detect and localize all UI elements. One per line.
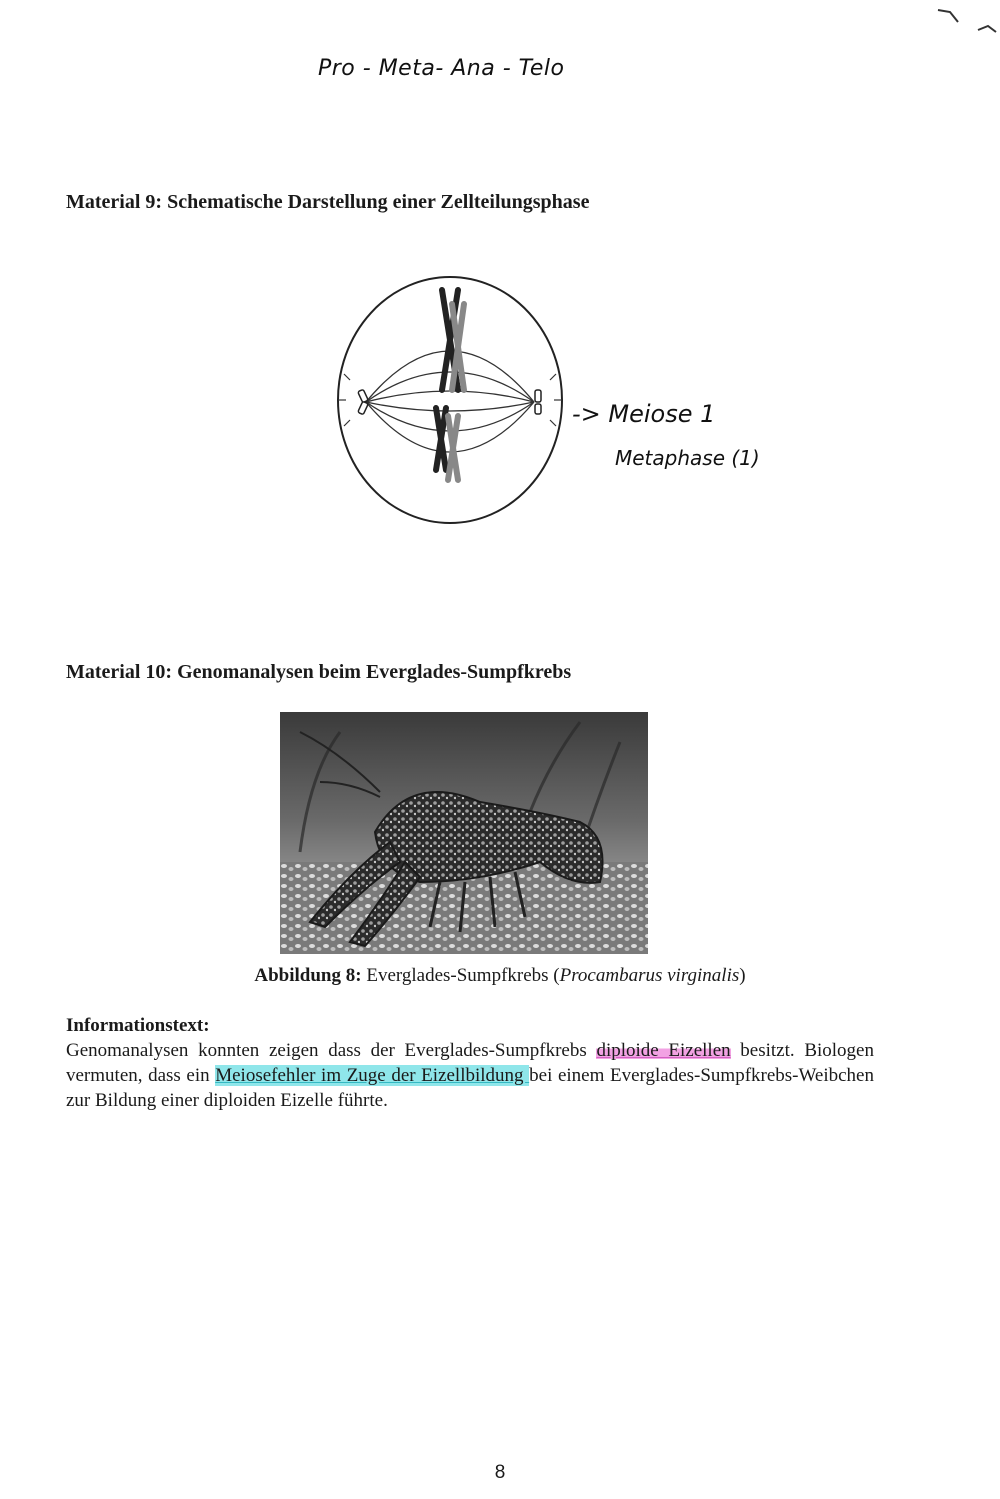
info-text-part2: besitzt. Biologen vermuten, dass ein bbox=[66, 1040, 874, 1086]
centriole-right bbox=[535, 390, 541, 414]
material9-heading: Material 9: Schematische Darstellung einer Zellteilungsphase bbox=[66, 191, 590, 213]
caption-label: Abbildung 8: bbox=[254, 965, 362, 986]
info-text-part3: bei einem Everglades-Sumpfkrebs-Weibchen zur Bildung einer diploiden Eizelle führte. bbox=[66, 1065, 874, 1111]
material10-heading: Material 10: Genomanalysen beim Everglades-Sumpfkrebs bbox=[66, 661, 572, 683]
corner-marks bbox=[930, 0, 1000, 50]
caption-end: ) bbox=[739, 965, 746, 986]
figure-caption bbox=[0, 965, 1000, 987]
chromosome-pair-top bbox=[442, 290, 464, 390]
cell-division-diagram bbox=[330, 270, 570, 532]
handwritten-metaphase: Metaphase (1) bbox=[615, 446, 760, 470]
info-paragraph bbox=[66, 1038, 874, 1113]
chromosome-pair-bottom bbox=[436, 408, 458, 480]
crayfish-photo bbox=[280, 712, 648, 954]
page-number: 8 bbox=[494, 1462, 506, 1483]
handwritten-phase-list: Pro - Meta- Ana - Telo bbox=[318, 56, 565, 81]
highlight-diploid: diploide Eizellen bbox=[596, 1040, 731, 1061]
info-title: Informationstext: bbox=[66, 1015, 210, 1036]
caption-species: Procambarus virginalis bbox=[559, 965, 740, 986]
caption-text: Everglades-Sumpfkrebs ( bbox=[361, 965, 560, 986]
info-text-part1: Genomanalysen konnten zeigen dass der Everglades-Sumpfkrebs bbox=[66, 1040, 597, 1061]
highlight-meiosis-error: Meiosefehler im Zuge der Eizellbildung bbox=[215, 1065, 530, 1086]
handwritten-meiose: -> Meiose 1 bbox=[572, 400, 716, 428]
